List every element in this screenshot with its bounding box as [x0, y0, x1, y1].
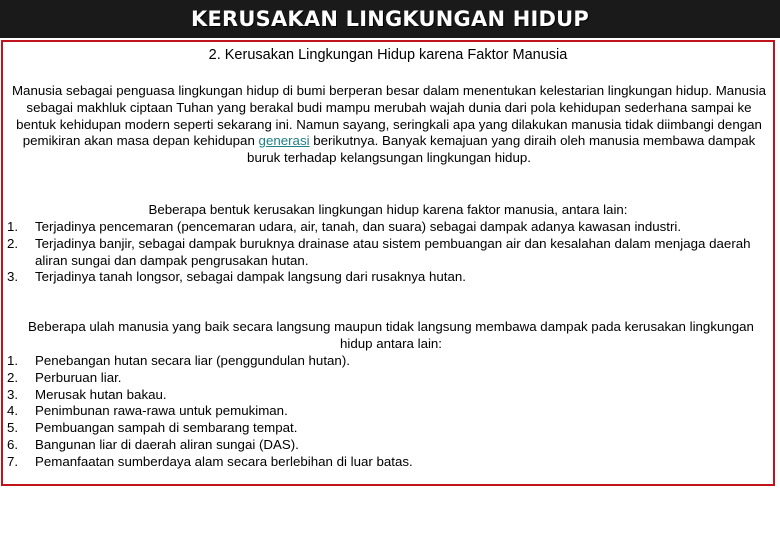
list-item-number: 2.: [7, 235, 19, 251]
list-item: [7, 387, 769, 404]
title-banner: [0, 0, 780, 38]
list-item-text: Pembuangan sampah di sembarang tempat.: [35, 420, 298, 436]
list-item-number: 3.: [7, 386, 19, 402]
list-item-text: Penebangan hutan secara liar (penggundulan hutan).: [35, 353, 350, 368]
list-item: [7, 353, 769, 370]
damage-list-lead: Beberapa bentuk kerusakan lingkungan hidup karena faktor manusia, antara lain:: [148, 202, 628, 217]
list-item-text: Bangunan liar di daerah aliran sungai (DAS).: [35, 436, 299, 452]
list-item: [7, 437, 769, 454]
actions-list-lead: Beberapa ulah manusia yang baik secara langsung maupun tidak langsung membawa dampak pada kerusakan lingkungan hidup antara lain:: [28, 319, 754, 351]
list-item-text: Terjadinya tanah longsor, sebagai dampak langsung dari rusaknya hutan.: [35, 269, 466, 285]
list-item-number: 1.: [7, 353, 19, 368]
list-item-number: 5.: [7, 420, 19, 436]
content-panel: [1, 40, 775, 486]
list-item-number: 2.: [7, 369, 19, 385]
intro-text-start: Manusia sebagai penguasa lingkungan hidup di bumi berperan besar dalam menentukan kelestarian lingkungan hidup. Manusia sebagai makhluk ciptaan Tuhan yang berakal budi mampu merubah wajah dunia dari pola kehidupan sederhana sampai ke bentuk kehidupan modern seperti sekarang ini. Namun sayang, seringkali apa yang dilakukan manusia tidak diimbangi dengan pemikiran akan masa depan kehidupan: [11, 83, 766, 149]
list-item: [7, 269, 769, 286]
list-item-text: Penimbunan rawa-rawa untuk pemukiman.: [35, 403, 288, 419]
actions-list: [7, 353, 769, 471]
list-item-number: 4.: [7, 403, 19, 419]
intro-text-end: berikutnya. Banyak kemajuan yang diraih oleh manusia membawa dampak buruk terhadap kelangsungan lingkungan hidup.: [247, 133, 756, 166]
list-item: [7, 454, 769, 471]
list-item-number: 7.: [7, 453, 19, 469]
damage-list: [7, 219, 769, 286]
page-title: KERUSAKAN LINGKUNGAN HIDUP: [190, 7, 589, 31]
list-item: [7, 420, 769, 437]
intro-paragraph: [11, 83, 767, 167]
list-item: [7, 219, 769, 236]
list-item-text: Merusak hutan bakau.: [35, 386, 167, 402]
list-item-text: Pemanfaatan sumberdaya alam secara berlebihan di luar batas.: [35, 453, 413, 469]
list-item: [7, 370, 769, 387]
list-item-text: Terjadinya pencemaran (pencemaran udara, air, tanah, dan suara) sebagai dampak adanya kawasan industri.: [35, 219, 682, 234]
section-subtitle: 2. Kerusakan Lingkungan Hidup karena Faktor Manusia: [208, 47, 568, 63]
list-item-text: Terjadinya banjir, sebagai dampak buruknya drainase atau sistem pembuangan air dan kesalahan dalam menjaga daerah aliran sungai dan dampak pengrusakan hutan.: [35, 235, 751, 268]
list-item-text: Perburuan liar.: [35, 369, 122, 385]
list-item: [7, 403, 769, 420]
list-item-number: 3.: [7, 269, 19, 285]
list-item-number: 6.: [7, 436, 19, 452]
list-item-number: 1.: [7, 219, 19, 234]
list-item: [7, 236, 769, 270]
generasi-link[interactable]: generasi: [258, 133, 310, 149]
